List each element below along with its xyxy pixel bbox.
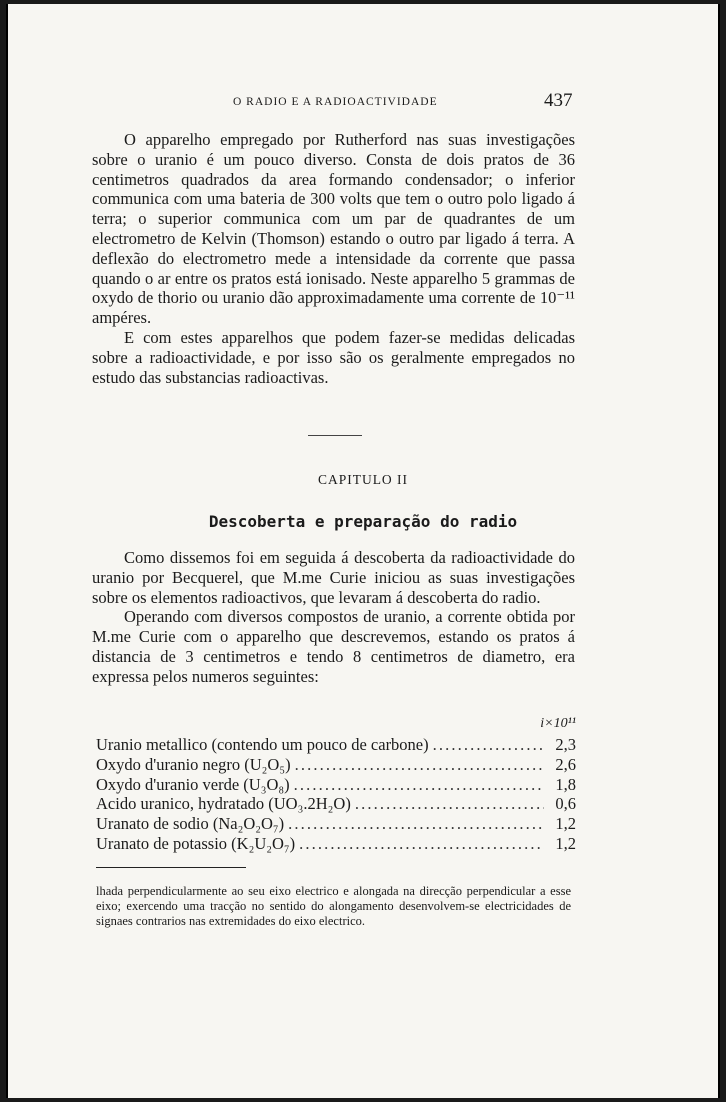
paragraph-curie-investigations: Como dissemos foi em seguida á descoberta da radioactividade do uranio por Becquerel, que M.me Curie iniciou as suas investigações sobre os elementos radioactivos, que levaram á descoberta do radio. bbox=[92, 548, 575, 607]
table-row bbox=[96, 735, 576, 755]
current-value: 1,2 bbox=[555, 833, 576, 853]
table-row bbox=[96, 834, 576, 854]
dot-leader bbox=[288, 814, 544, 834]
chapter-text-block bbox=[92, 548, 575, 687]
current-value: 1,8 bbox=[555, 774, 576, 794]
page-header bbox=[8, 90, 718, 120]
uranium-current-table bbox=[96, 735, 576, 854]
table-row bbox=[96, 775, 576, 795]
current-value: 2,6 bbox=[555, 754, 576, 774]
substance-name: Uranato de sodio (Na₂O₂O₇) bbox=[96, 814, 285, 834]
book-page bbox=[6, 4, 720, 1098]
substance-name: Oxydo d'uranio verde (U₃O₈) bbox=[96, 774, 290, 794]
running-title: O RADIO E A RADIOACTIVIDADE bbox=[233, 96, 438, 108]
substance-name: Acido uranico, hydratado (UO₃.2H₂O) bbox=[96, 794, 351, 814]
table-row bbox=[96, 794, 576, 814]
dot-leader bbox=[299, 834, 544, 854]
footnote-rule bbox=[96, 867, 246, 868]
chapter-label: CAPITULO II bbox=[317, 472, 409, 487]
dot-leader bbox=[433, 735, 544, 755]
substance-name: Uranio metallico (contendo um pouco de carbone) bbox=[96, 735, 429, 754]
footnote: lhada perpendicularmente ao seu eixo electrico e alongada na direcção perpendicular a esse eixo; exercendo uma tracção no sentido do alongamento desenvolvem-se electricidades de signaes contrarios nas extremidades do eixo electrico. bbox=[96, 884, 571, 928]
table-row bbox=[96, 814, 576, 834]
current-value: 1,2 bbox=[555, 814, 576, 834]
paragraph-rutherford-apparatus: O apparelho empregado por Rutherford nas suas investigações sobre o uranio é um pouco diverso. Consta de dois pratos de 36 centimetros quadrados da area formando condensador; o inferior communica com uma bateria de 300 volts que tem o outro polo ligado á terra; o superior communica com um par de quadrantes de um electrometro de Kelvin (Thomson) estando o outro par ligado á terra. A deflexão do electrometro mede a intensidade da corrente que passa quando o ar entre os pratos está ionisado. Neste apparelho 5 grammas de oxydo de thorio ou uranio dão approximadamente uma corrente de 10⁻¹¹ ampéres. bbox=[92, 130, 575, 328]
top-text-block bbox=[92, 130, 575, 387]
current-value: 0,6 bbox=[555, 794, 576, 814]
substance-name: Uranato de potassio (K₂U₂O₇) bbox=[96, 833, 296, 853]
section-heading: Descoberta e preparação do radio bbox=[208, 512, 518, 531]
paragraph-uranium-compounds: Operando com diversos compostos de uranio, a corrente obtida por M.me Curie com o apparelho que descrevemos, estando os pratos á distancia de 3 centimetros e tendo 8 centimetros de diametro, era expressa pelos numeros seguintes: bbox=[92, 607, 575, 686]
page-number: 437 bbox=[544, 90, 573, 111]
current-value: 2,3 bbox=[555, 735, 576, 754]
substance-name: Oxydo d'uranio negro (U₂O₅) bbox=[96, 754, 291, 774]
dot-leader bbox=[295, 755, 544, 775]
table-row bbox=[96, 755, 576, 775]
paragraph-apparatus-usage: E com estes apparelhos que podem fazer-se medidas delicadas sobre a radioactividade, e por isso são os geralmente empregados no estudo das substancias radioactivas. bbox=[92, 327, 575, 387]
dot-leader bbox=[355, 794, 544, 814]
dot-leader bbox=[294, 775, 544, 795]
table-column-header: i×10¹¹ bbox=[540, 716, 576, 731]
section-divider bbox=[308, 435, 362, 436]
